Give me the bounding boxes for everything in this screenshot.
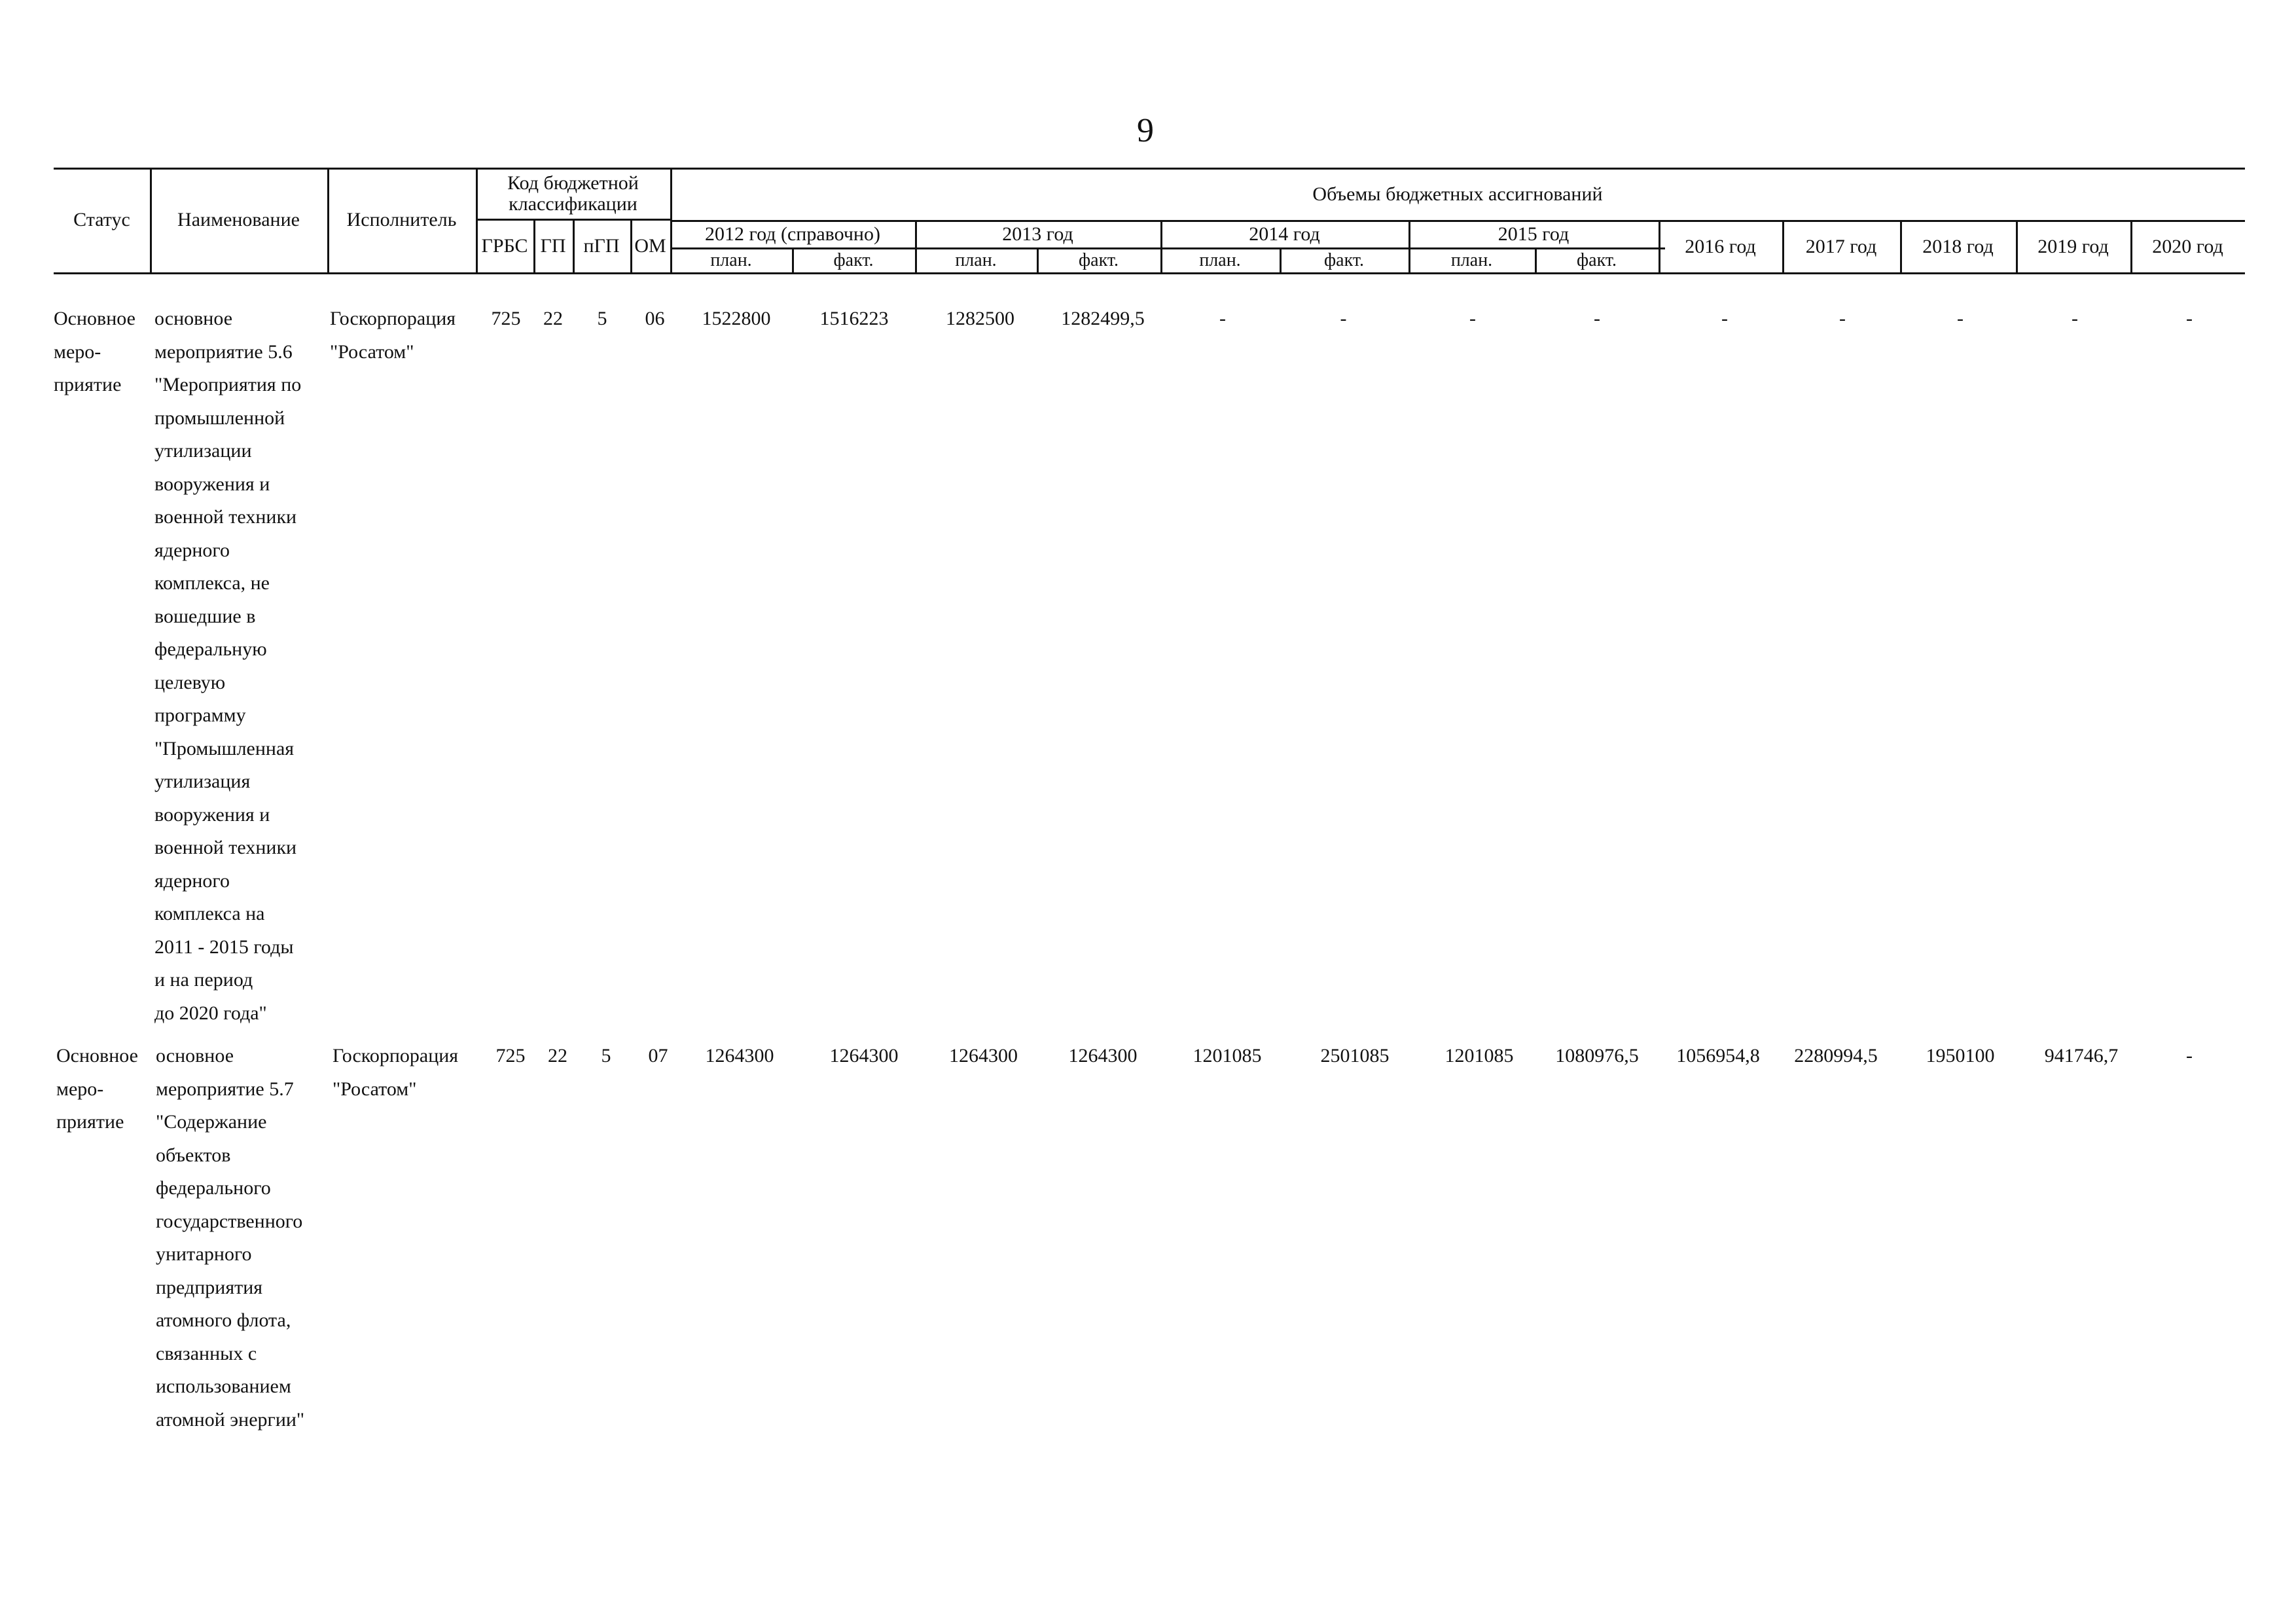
row-om: 07	[648, 1045, 668, 1067]
page-number: 9	[1137, 112, 1154, 149]
row-status: Основное меро- приятие	[56, 1045, 138, 1133]
row-2014-plan: -	[1219, 308, 1226, 329]
header-2014-plan: план.	[1199, 250, 1241, 270]
header-year-2019: 2019 год	[2037, 236, 2109, 257]
header-budget-code-line2: классификации	[509, 193, 637, 215]
header-2015-plan: план.	[1450, 250, 1493, 270]
header-2015-fact: факт.	[1577, 250, 1617, 270]
row-2013-fact: 1282499,5	[1061, 308, 1145, 329]
row-2015-plan: -	[1469, 308, 1476, 329]
row-2016: 1056954,8	[1676, 1045, 1760, 1067]
row-2013-fact: 1264300	[1068, 1045, 1138, 1067]
table-row	[0, 302, 2296, 1023]
header-executor: Исполнитель	[346, 209, 457, 230]
header-2012-fact: факт.	[833, 250, 874, 270]
row-2012-fact: 1264300	[829, 1045, 899, 1067]
header-budget-code	[476, 169, 670, 219]
row-2012-plan: 1522800	[702, 308, 771, 329]
row-2014-fact: 2501085	[1320, 1045, 1390, 1067]
row-status: Основное меро- приятие	[54, 308, 135, 395]
row-2013-plan: 1282500	[946, 308, 1014, 329]
header-2013-plan: план.	[955, 250, 997, 270]
row-2012-fact: 1516223	[819, 308, 889, 329]
row-pgp: 5	[597, 308, 607, 329]
row-2020: -	[2186, 308, 2193, 329]
row-2020: -	[2186, 1045, 2193, 1067]
header-year-2018: 2018 год	[1922, 236, 1994, 257]
table-row	[0, 1040, 2296, 1446]
row-2018: 1950100	[1926, 1045, 1995, 1067]
header-year-2020: 2020 год	[2152, 236, 2223, 257]
row-2019: -	[2072, 308, 2078, 329]
header-volumes: Объемы бюджетных ассигнований	[1312, 183, 1603, 205]
row-executor: Госкорпорация "Росатом"	[330, 308, 456, 363]
header-2013-fact: факт.	[1079, 250, 1119, 270]
header-year-2012: 2012 год (справочно)	[705, 223, 880, 245]
row-name: основное мероприятие 5.6 "Мероприятия по промышленной утилизации вооружения и военной техники ядерного комплекса, не вошедшие в федеральную целевую программу "Промышленная утилизация вооружения и военной техники ядерного комплекса на 2011 - 2015 годы и на период до 2020 года"	[154, 308, 302, 1024]
row-2017: 2280994,5	[1794, 1045, 1878, 1067]
row-2012-plan: 1264300	[705, 1045, 774, 1067]
table-header	[0, 0, 2296, 282]
header-2012-plan: план.	[710, 250, 752, 270]
header-status: Статус	[73, 209, 130, 230]
row-2017: -	[1839, 308, 1846, 329]
row-om: 06	[645, 308, 665, 329]
row-name: основное мероприятие 5.7 "Содержание объектов федерального государственного унитарного предприятия атомного флота, связанных с использованием атомной энергии"	[156, 1045, 305, 1431]
row-2019: 941746,7	[2044, 1045, 2119, 1067]
row-gp: 22	[548, 1045, 567, 1067]
row-executor: Госкорпорация "Росатом"	[332, 1045, 459, 1100]
row-2015-plan: 1201085	[1444, 1045, 1514, 1067]
row-2014-fact: -	[1340, 308, 1347, 329]
header-gp: ГП	[540, 235, 566, 257]
header-name: Наименование	[177, 209, 300, 230]
header-budget-code-line1: Код бюджетной	[507, 172, 639, 194]
header-bottom-rule	[54, 272, 2245, 274]
header-year-2017: 2017 год	[1805, 236, 1877, 257]
row-grbs: 725	[491, 308, 521, 329]
row-2015-fact: -	[1594, 308, 1600, 329]
header-grbs: ГРБС	[481, 235, 528, 257]
header-2014-fact: факт.	[1324, 250, 1364, 270]
row-gp: 22	[543, 308, 563, 329]
row-2013-plan: 1264300	[949, 1045, 1018, 1067]
header-year-2013: 2013 год	[1002, 223, 1073, 245]
header-year-2016: 2016 год	[1685, 236, 1756, 257]
header-year-2015: 2015 год	[1498, 223, 1570, 245]
row-grbs: 725	[495, 1045, 526, 1067]
row-2016: -	[1721, 308, 1728, 329]
row-2015-fact: 1080976,5	[1555, 1045, 1639, 1067]
header-year-2014: 2014 год	[1249, 223, 1320, 245]
row-2018: -	[1957, 308, 1964, 329]
header-pgp: пГП	[583, 235, 620, 257]
header-om: ОМ	[634, 235, 666, 257]
row-2014-plan: 1201085	[1193, 1045, 1262, 1067]
row-pgp: 5	[601, 1045, 611, 1067]
